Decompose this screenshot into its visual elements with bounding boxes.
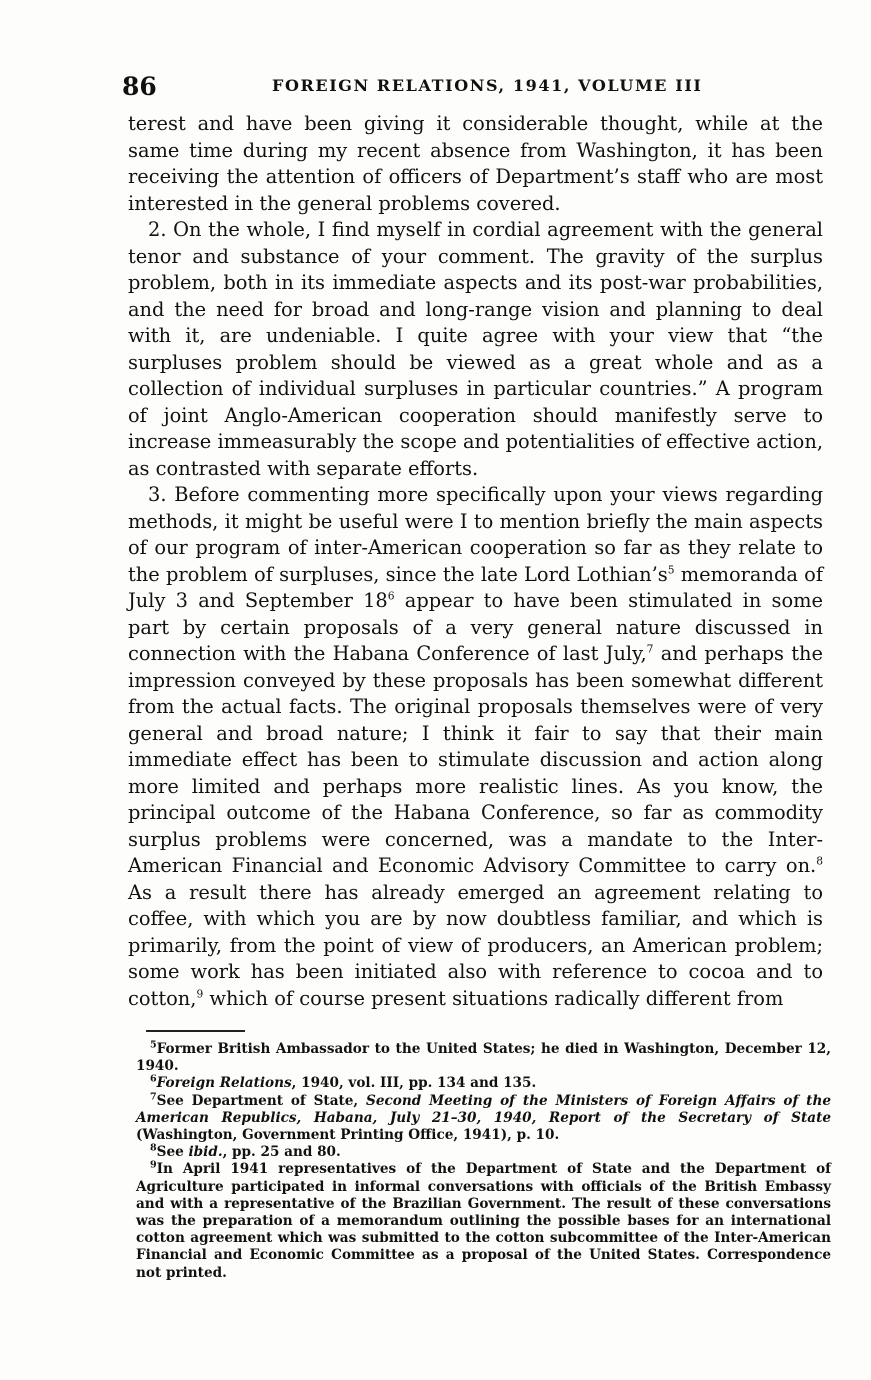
footnote-5	[136, 1041, 831, 1075]
footnote-6-text: , 1940, vol. III, pp. 134 and 135.	[291, 1075, 537, 1092]
footnote-marker-9: 9	[150, 1159, 157, 1171]
paragraph-3-text-c: appear to have been stimulated in some part by certain proposals of a very general nature discussed in connection with the Habana Conference of last July,	[128, 589, 824, 665]
footnote-ref-7: 7	[646, 642, 654, 656]
footnote-8-ibid: ibid.	[188, 1144, 223, 1161]
paragraph-3-text-d: and perhaps the impression conveyed by these proposals has been somewhat different from the actual facts. The original proposals themselves were of very general and broad nature; I think it fair to say that their main immediate effect has been to stimulate discussion and action along more limited and perhaps more realistic lines. As you know, the principal outcome of the Habana Conference, so far as commodity surplus problems were concerned, was a mandate to the Inter-American Financial and Economic Advisory Committee to carry on.	[128, 642, 823, 877]
paragraph-3-text-f: which of course present situations radically different from	[203, 986, 784, 1010]
paragraph-3-text-b: memoranda of July 3 and September 18	[128, 562, 823, 612]
paragraph-1	[128, 111, 823, 217]
footnote-7-title: Second Meeting of the Ministers of Foreign Affairs of the American Republics, Habana, July 21–30, 1940, Report of the Secretary of State	[136, 1092, 831, 1126]
footnote-5-text: Former British Ambassador to the United States; he died in Washington, December 12, 1940.	[136, 1041, 831, 1075]
footnote-9	[136, 1161, 831, 1281]
paragraph-3-text-e: As a result there has already emerged an agreement relating to coffee, with which you are by now doubtless familiar, and which is primarily, from the point of view of producers, an American problem; some work has been initiated also with reference to cocoa and to cotton,	[128, 880, 823, 1010]
footnote-7-text-b: (Washington, Government Printing Office, 1941), p. 10.	[136, 1127, 560, 1144]
page-header	[122, 72, 834, 102]
footnote-ref-9: 9	[196, 987, 204, 1001]
running-title: FOREIGN RELATIONS, 1941, VOLUME III	[272, 76, 703, 95]
main-text	[128, 111, 823, 1012]
footnote-8	[136, 1144, 831, 1161]
footnote-7-text-a: See Department of State,	[156, 1092, 367, 1109]
footnote-9-text: In April 1941 representatives of the Department of State and the Department of Agriculture participated in informal conversations with officials of the British Embassy and with a representative of the Brazilian Government. The result of these conversations was the preparation of a memorandum outlining the possible bases for an international cotton agreement which was submitted to the cotton subcommittee of the Inter-American Financial and Economic Committee as a proposal of the United States. Correspondence not printed.	[136, 1161, 831, 1281]
footnote-marker-7: 7	[150, 1091, 157, 1103]
footnote-6-title: Foreign Relations	[156, 1075, 292, 1092]
footnote-6	[136, 1075, 831, 1092]
paragraph-2	[128, 217, 823, 482]
footnotes	[136, 1041, 831, 1282]
footnote-7	[136, 1093, 831, 1145]
paragraph-1-text: terest and have been giving it considerable thought, while at the same time during my recent absence from Washington, it has been receiving the attention of officers of Department’s staff who are most interested in the general problems covered.	[128, 112, 823, 215]
footnote-8-text-a: See	[156, 1144, 189, 1161]
footnote-ref-8: 8	[816, 854, 823, 868]
footnote-divider	[146, 1030, 245, 1032]
footnote-ref-5: 5	[667, 563, 675, 577]
footnote-marker-5: 5	[150, 1039, 157, 1051]
paragraph-2-text: 2. On the whole, I find myself in cordial agreement with the general tenor and substance of your comment. The gravity of the surplus problem, both in its immediate aspects and its post-war probabilities, and the need for broad and long-range vision and planning to deal with it, are undeniable. I quite agree with your view that “the surpluses problem should be viewed as a great whole and as a collection of individual surpluses in particular countries.” A program of joint Anglo-American cooperation should manifestly serve to increase immeasurably the scope and potentialities of effective action, as contrasted with separate efforts.	[128, 218, 823, 480]
paragraph-3-text-a: 3. Before commenting more specifically upon your views regarding methods, it might be useful were I to mention briefly the main aspects of our program of inter-American cooperation so far as they relate to the problem of surpluses, since the late Lord Lothian’s	[128, 483, 823, 586]
footnote-marker-6: 6	[150, 1073, 157, 1085]
footnote-8-text-b: , pp. 25 and 80.	[222, 1144, 341, 1161]
footnote-ref-6: 6	[387, 589, 395, 603]
footnote-marker-8: 8	[150, 1142, 157, 1154]
page-number: 86	[122, 72, 157, 101]
paragraph-3	[128, 482, 823, 1012]
